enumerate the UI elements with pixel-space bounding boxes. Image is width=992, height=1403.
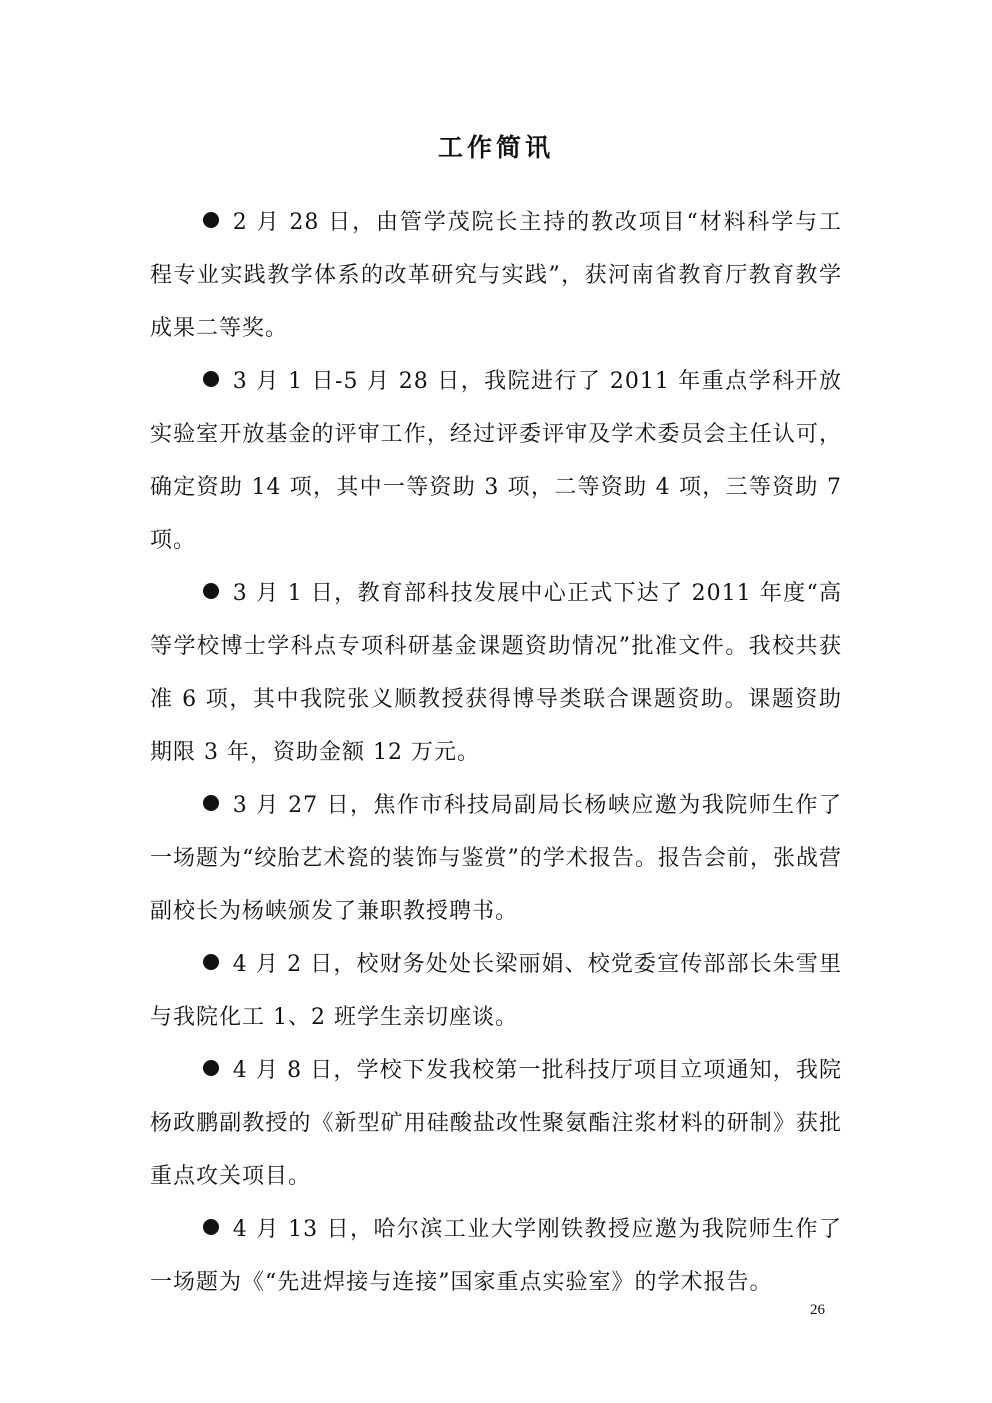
news-item-text: 4 月 13 日，哈尔滨工业大学刚铁教授应邀为我院师生作了一场题为《“先进焊接与连接”国家重点实验室》的学术报告。	[150, 1217, 842, 1295]
news-list	[150, 196, 842, 1309]
news-item-7	[150, 1203, 842, 1309]
bullet-icon	[203, 583, 219, 599]
news-item-4	[150, 779, 842, 938]
news-item-text: 2 月 28 日，由管学茂院长主持的教改项目“材料科学与工程专业实践教学体系的改革研究与实践”，获河南省教育厅教育教学成果二等奖。	[150, 210, 842, 341]
news-item-text: 3 月 1 日，教育部科技发展中心正式下达了 2011 年度“高等学校博士学科点专项科研基金课题资助情况”批准文件。我校共获准 6 项，其中我院张义顺教授获得博导类联合课题资助。课题资助期限 3 年，资助金额 12 万元。	[150, 581, 842, 765]
bullet-icon	[203, 1219, 219, 1235]
news-item-5	[150, 938, 842, 1044]
news-item-text: 4 月 8 日，学校下发我校第一批科技厅项目立项通知，我院杨政鹏副教授的《新型矿用硅酸盐改性聚氨酯注浆材料的研制》获批重点攻关项目。	[150, 1058, 842, 1189]
bullet-icon	[203, 212, 219, 228]
bullet-icon	[203, 954, 219, 970]
news-item-text: 3 月 1 日-5 月 28 日，我院进行了 2011 年重点学科开放实验室开放基金的评审工作，经过评委评审及学术委员会主任认可，确定资助 14 项，其中一等资助 3 项，二等资助 4 项，三等资助 7 项。	[150, 369, 842, 553]
bullet-icon	[203, 795, 219, 811]
news-item-3	[150, 567, 842, 779]
news-item-2	[150, 355, 842, 567]
page-number: 26	[810, 1302, 825, 1318]
news-item-text: 4 月 2 日，校财务处处长梁丽娟、校党委宣传部部长朱雪里与我院化工 1、2 班学生亲切座谈。	[150, 952, 842, 1030]
news-item-6	[150, 1044, 842, 1203]
news-item-text: 3 月 27 日，焦作市科技局副局长杨峡应邀为我院师生作了一场题为“绞胎艺术瓷的装饰与鉴赏”的学术报告。报告会前，张战营副校长为杨峡颁发了兼职教授聘书。	[150, 793, 842, 924]
bullet-icon	[203, 1060, 219, 1076]
bullet-icon	[203, 371, 219, 387]
news-item-1	[150, 196, 842, 355]
page-title: 工作简讯	[437, 133, 554, 162]
